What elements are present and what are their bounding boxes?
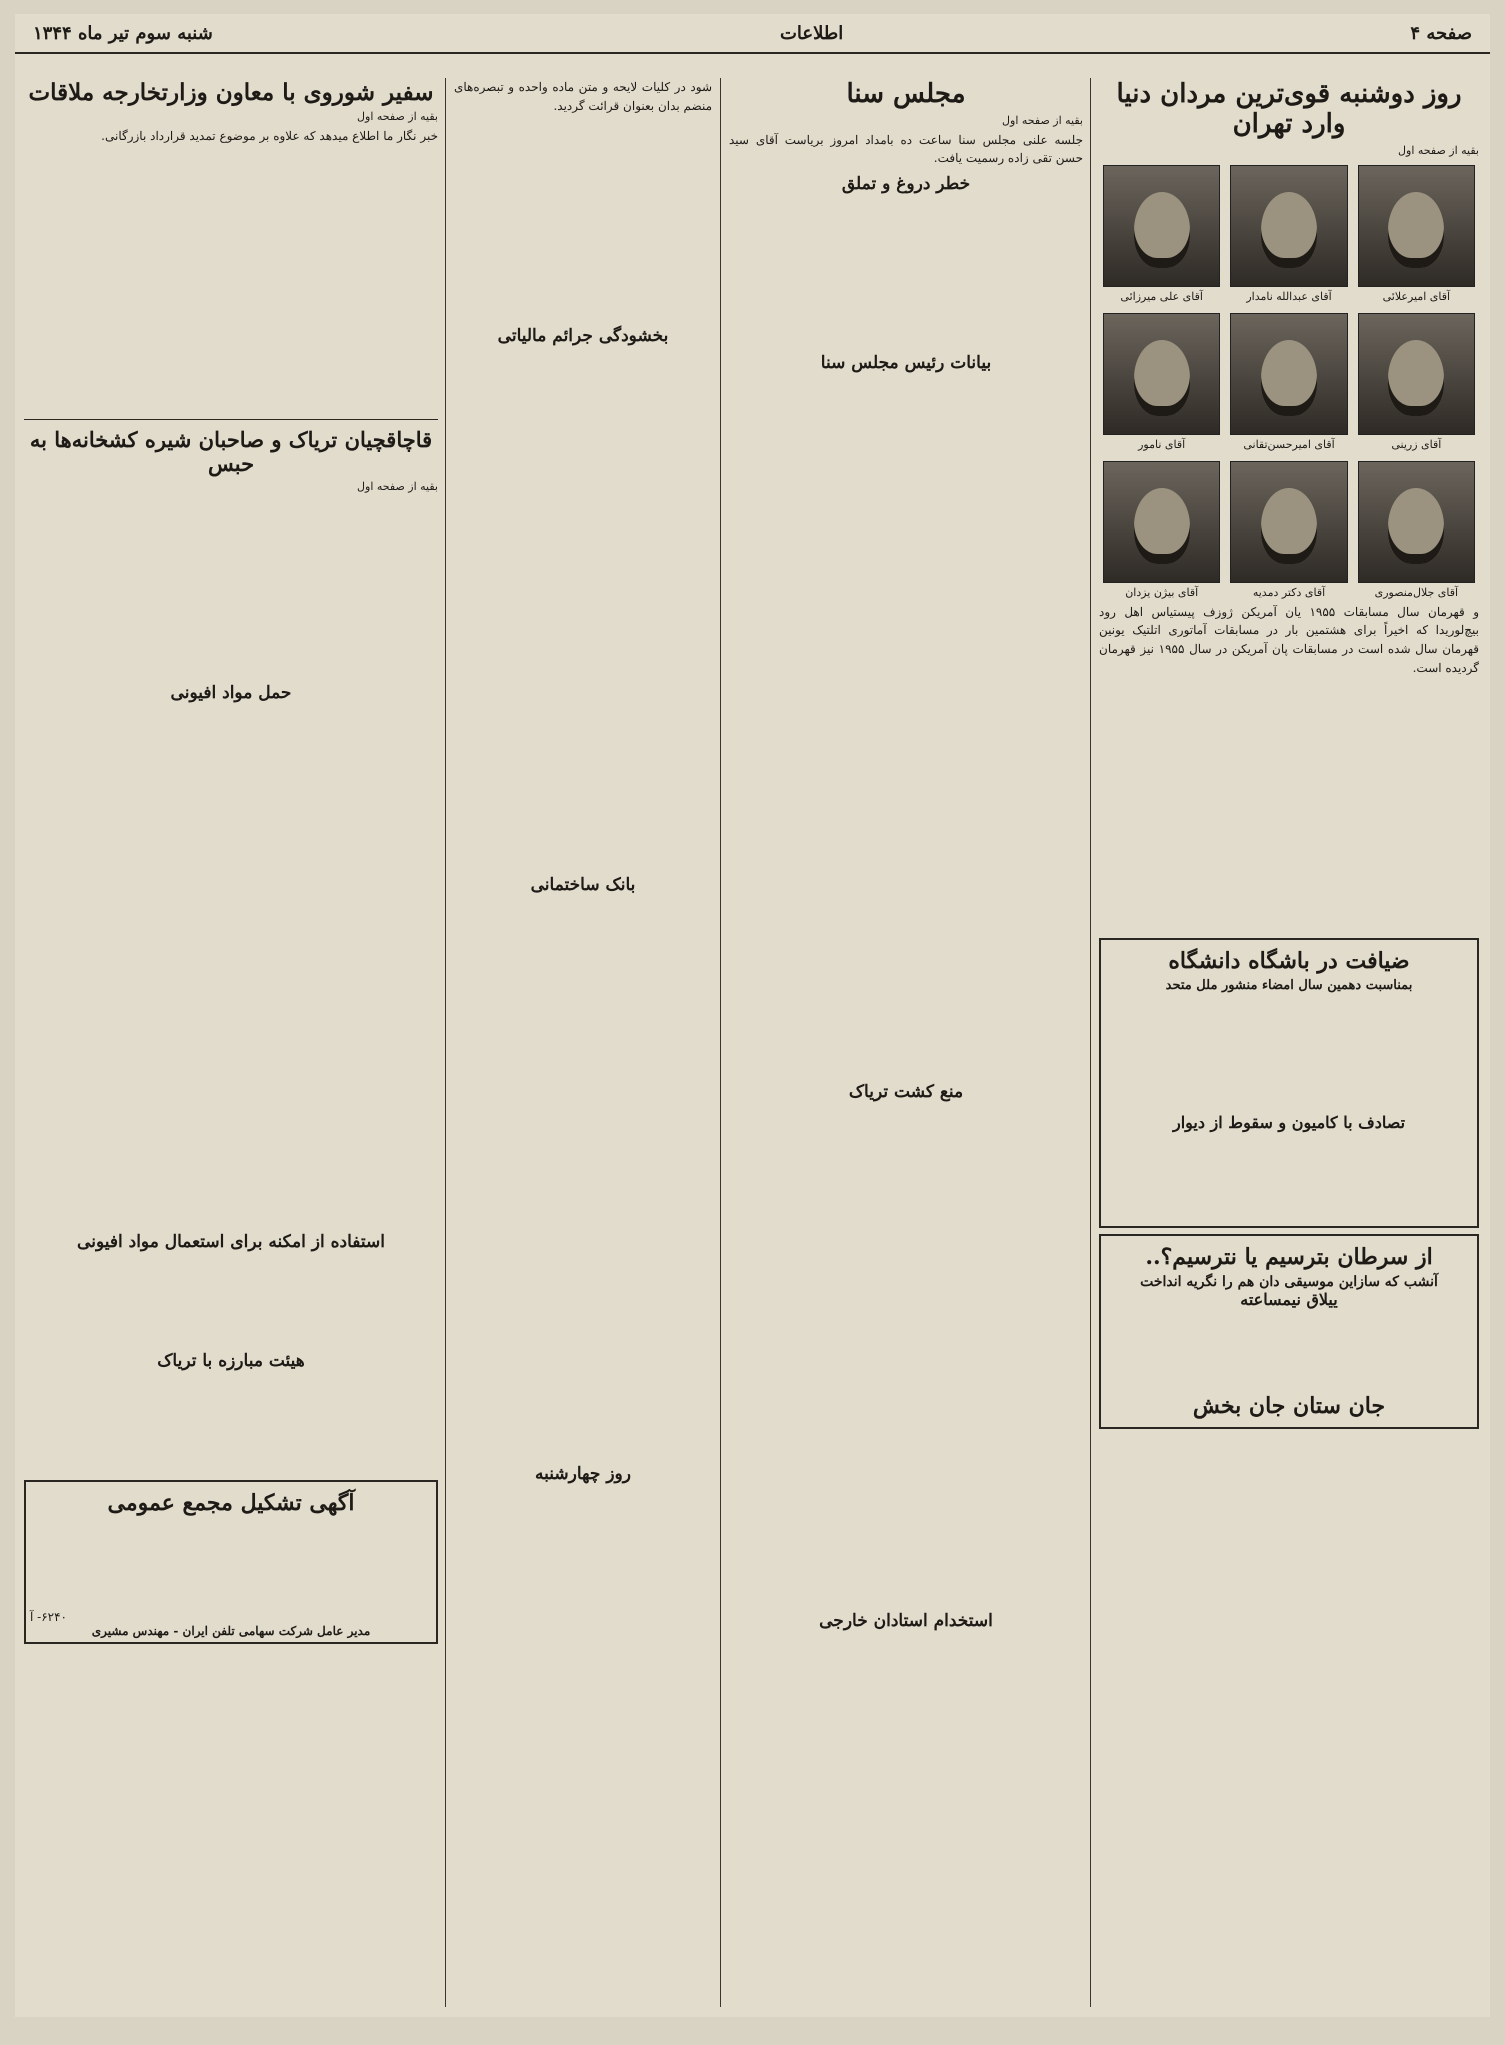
continued-note: بقیه از صفحه اول	[1398, 143, 1479, 157]
photo-grid	[1095, 161, 1483, 603]
newspaper-page	[15, 14, 1490, 2017]
photo: آقای علی میرزائی	[1103, 165, 1220, 303]
ad-body	[1105, 1309, 1473, 1389]
section-heading: بیانات رئیس مجلس سنا	[820, 353, 992, 374]
section-heading: منع کشت تریاک	[848, 1082, 964, 1103]
body-text-block	[20, 1374, 442, 1474]
ad-body	[1105, 993, 1473, 1113]
photo: آقای امیرعلائی	[1358, 165, 1475, 303]
ad-box	[1099, 938, 1479, 1228]
issue-date: شنبه سوم تیر ماه ۱۳۴۴	[33, 22, 213, 44]
divider	[24, 419, 438, 420]
ad-code: ۶۲۴۰- آ	[30, 1610, 67, 1625]
photo: آقای عبدالله نامدار	[1230, 165, 1347, 303]
continued-note: بقیه از صفحه اول	[357, 480, 438, 494]
ad-title: ضیافت در باشگاه دانشگاه	[1168, 948, 1410, 975]
photo: آقای نامور	[1103, 313, 1220, 451]
body-text-block	[725, 1634, 1087, 1834]
section-heading: استخدام استادان خارجی	[819, 1611, 993, 1632]
article-title: سفیر شوروی با معاون وزارتخارجه ملاقات	[28, 79, 434, 106]
section-heading: روز چهارشنبه	[535, 1464, 631, 1485]
ad-line: ییلاق نیمساعته	[1240, 1290, 1338, 1310]
ad-title: از سرطان بترسیم یا نترسیم؟..	[1145, 1244, 1433, 1271]
continued-note: بقیه از صفحه اول	[357, 110, 438, 124]
photo: آقای دکتر دمدیه	[1230, 461, 1347, 599]
body-text-block	[20, 1255, 442, 1345]
body-text-block	[450, 1487, 716, 1847]
photo: آقای امیرحسن‌تقانی	[1230, 313, 1347, 451]
ad-title: آگهی تشکیل مجمع عمومی	[107, 1490, 355, 1517]
section-heading: بانک ساختمانی	[530, 875, 636, 896]
section-heading: هیئت مبارزه با تریاک	[157, 1351, 305, 1372]
column-2	[725, 78, 1087, 2009]
article-title: مجلس سنا	[846, 79, 966, 109]
column-1	[1095, 78, 1483, 2009]
column-4	[20, 78, 442, 2009]
section-heading: خطر دروغ و تملق	[841, 174, 971, 195]
photo: آقای بیژن یزدان	[1103, 461, 1220, 599]
section-heading: بخشودگی جرائم مالیاتی	[497, 326, 669, 347]
ad-box	[24, 1480, 438, 1644]
page-header	[15, 14, 1490, 54]
article-body: خبر نگار ما اطلاع میدهد که علاوه بر موضوع تمدید قرارداد بازرگانی.	[101, 129, 438, 144]
article-body: جلسه علنی مجلس سنا ساعت ده بامداد امروز برياست آقای سید حسن تقی زاده رسمیت یافت.	[729, 132, 1083, 166]
ad-box	[1099, 1234, 1479, 1429]
body-text-block	[450, 120, 716, 320]
article-title: قاچاقچیان تریاک و صاحبان شیره کشخانه‌ها به حبس	[29, 427, 433, 477]
body-text-block	[725, 1105, 1087, 1605]
body-text-block	[725, 197, 1087, 347]
newspaper-name: اطلاعات	[779, 22, 844, 44]
ad-line: جان ستان جان بخش	[1192, 1393, 1386, 1420]
article-body: شود در کلیات لایحه و متن ماده واحده و تبصره‌های منضم بدان بعنوان قرائت گردید.	[454, 80, 712, 113]
ad-body	[1105, 1132, 1473, 1222]
body-text-block	[450, 349, 716, 869]
ad-body	[30, 1520, 432, 1610]
article-title: روز دوشنبه قوی‌ترین مردان دنیا وارد تهران	[1116, 79, 1462, 139]
continued-note: بقیه از صفحه اول	[1002, 113, 1083, 127]
body-text-block	[1095, 682, 1483, 932]
section-heading: استفاده از امکنه برای استعمال مواد افیونی	[77, 1232, 385, 1253]
ad-line: آنشب که سازاین موسیقی دان هم را نگریه انداخت	[1140, 1274, 1438, 1291]
column-rule	[720, 78, 721, 2007]
ad-title: تصادف با کامیون و سقوط از دیوار	[1172, 1113, 1406, 1133]
ad-signer: مدیر عامل شرکت سهامی تلفن ایران - مهندس مشیری	[91, 1624, 371, 1639]
column-rule	[1090, 78, 1091, 2007]
article-body: و قهرمان سال مسابقات ۱۹۵۵ یان آمریکن ژوزف پیستیاس اهل رود بیچ‌لوریدا که اخیراً برای هشتمین بار در مسابقات آماتوری اتلتیک یونین قهرمان سال شده است در مسابقات پان آمریکن در سال ۱۹۵۵ نیز قهرمان گردیده است.	[1099, 604, 1480, 675]
column-rule	[445, 78, 446, 2007]
photo: آقای زرینی	[1358, 313, 1475, 451]
body-text-block	[20, 706, 442, 1226]
body-text-block	[20, 151, 442, 411]
ad-subtitle: بمناسبت دهمین سال امضاء منشور ملل متحد	[1165, 978, 1413, 994]
body-text-block	[20, 497, 442, 677]
body-text-block	[450, 898, 716, 1458]
page-number: صفحه ۴	[1410, 22, 1472, 44]
column-3	[450, 78, 716, 2009]
section-heading: حمل مواد افیونی	[170, 683, 292, 704]
body-text-block	[725, 376, 1087, 1076]
photo: آقای جلال‌منصوری	[1358, 461, 1475, 599]
